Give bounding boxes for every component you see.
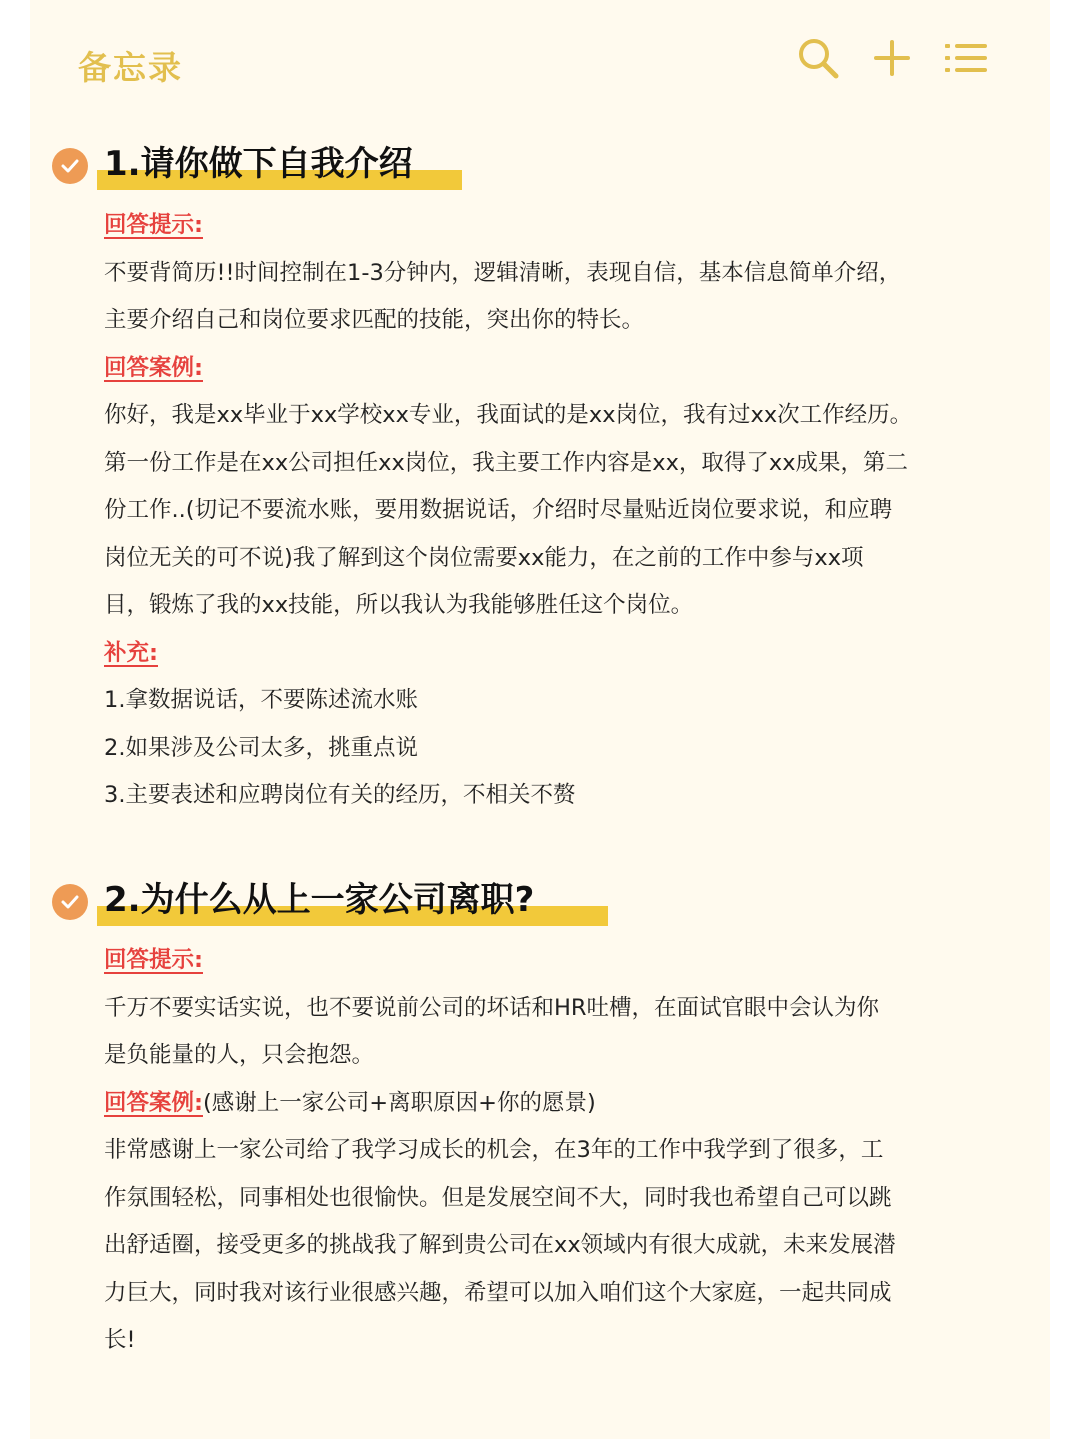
plus-icon <box>872 38 912 78</box>
example-label: 回答案例: <box>104 354 203 381</box>
example-line: 力巨大，同时我对该行业很感兴趣，希望可以加入咱们这个大家庭，一起共同成 <box>104 1279 892 1306</box>
toolbar <box>794 34 990 82</box>
example-line: 作氛围轻松，同事相处也很愉快。但是发展空间不大，同时我也希望自己可以跳 <box>104 1184 892 1211</box>
supplement-label: 补充: <box>104 639 158 666</box>
check-badge <box>52 884 88 920</box>
hint-line: 是负能量的人，只会抱怨。 <box>104 1042 375 1068</box>
hint-label: 回答提示: <box>104 212 203 238</box>
supplement-line: 1.拿数据说话，不要陈述流水账 <box>104 687 418 713</box>
example-line: 岗位无关的可不说)我了解到这个岗位需要xx能力，在之前的工作中参与xx项 <box>104 544 864 571</box>
checkmark-icon <box>59 891 81 913</box>
example-line: 出舒适圈，接受更多的挑战我了解到贵公司在xx领域内有很大成就，未来发展潜 <box>104 1232 896 1258</box>
question-header <box>0 138 1080 196</box>
example-line: 份工作..(切记不要流水账，要用数据说话，介绍时尽量贴近岗位要求说，和应聘 <box>104 497 893 523</box>
example-line: 目，锻炼了我的xx技能，所以我认为我能够胜任这个岗位。 <box>104 592 694 618</box>
example-note: (感谢上一家公司+离职原因+你的愿景) <box>203 1089 596 1116</box>
hint-line: 主要介绍自己和岗位要求匹配的技能，突出你的特长。 <box>104 307 645 333</box>
example-line: 长! <box>104 1327 136 1353</box>
checkmark-icon <box>59 155 81 177</box>
supplement-line: 3.主要表述和应聘岗位有关的经历，不相关不赘 <box>104 782 576 808</box>
example-line: 第一份工作是在xx公司担任xx岗位，我主要工作内容是xx，取得了xx成果，第二 <box>104 449 909 476</box>
question-section-2 <box>0 874 1080 932</box>
supplement-line: 2.如果涉及公司太多，挑重点说 <box>104 734 418 761</box>
list-icon <box>943 38 989 78</box>
search-icon <box>796 36 840 80</box>
question-header <box>0 874 1080 932</box>
check-badge <box>52 148 88 184</box>
question-section-1 <box>0 138 1080 196</box>
answer-body-2 <box>104 937 1014 1365</box>
answer-body-1 <box>104 202 1014 820</box>
hint-label: 回答提示: <box>104 947 203 973</box>
app-title: 备忘录 <box>78 48 183 87</box>
question-title-wrap <box>97 138 437 190</box>
hint-line: 千万不要实话实说，也不要说前公司的坏话和HR吐槽，在面试官眼中会认为你 <box>104 994 880 1021</box>
example-line: 你好，我是xx毕业于xx学校xx专业，我面试的是xx岗位，我有过xx次工作经历。 <box>104 402 913 428</box>
hint-line: 不要背简历!!时间控制在1-3分钟内，逻辑清晰，表现自信，基本信息简单介绍， <box>104 259 902 286</box>
example-line: 非常感谢上一家公司给了我学习成长的机会，在3年的工作中我学到了很多，工 <box>104 1137 884 1163</box>
example-label: 回答案例: <box>104 1089 203 1116</box>
question-title-wrap <box>97 874 558 926</box>
question-title: 1.请你做下自我介绍 <box>104 144 413 184</box>
search-button[interactable] <box>794 34 842 82</box>
add-button[interactable] <box>868 34 916 82</box>
list-button[interactable] <box>942 34 990 82</box>
question-title: 2.为什么从上一家公司离职? <box>104 880 535 920</box>
